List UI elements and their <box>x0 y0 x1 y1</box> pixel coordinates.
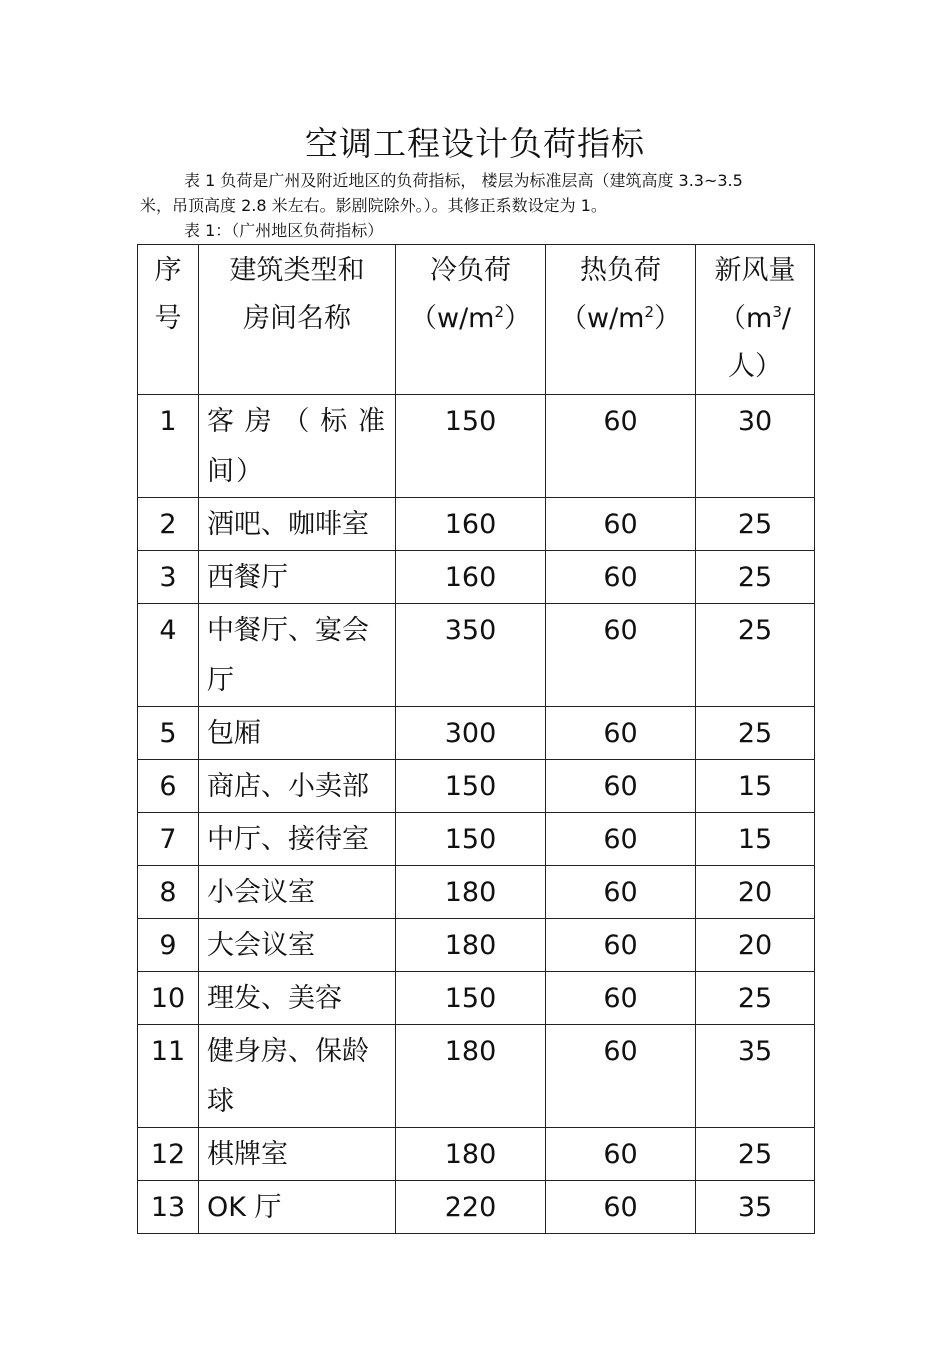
header-air-label: 新风量 <box>714 255 796 286</box>
intro-line-2: 米，吊顶高度 2.8 米左右。影剧院除外。）。其修正系数设定为 1。 <box>140 196 607 215</box>
row-no: 8 <box>159 877 177 908</box>
row-cool: 220 <box>444 1192 497 1223</box>
header-air-unit-end: /人） <box>728 303 791 382</box>
table-row <box>138 395 815 498</box>
row-heat: 60 <box>603 771 638 802</box>
row-air: 15 <box>737 824 773 855</box>
table-row <box>138 866 815 919</box>
table-row <box>138 1181 815 1234</box>
header-cool-unit <box>396 295 545 343</box>
row-cool: 160 <box>444 509 497 540</box>
row-name: 小会议室 <box>207 877 315 908</box>
row-no: 2 <box>159 509 177 540</box>
row-cool: 150 <box>444 983 497 1014</box>
load-index-table <box>137 244 815 1234</box>
row-cool: 180 <box>444 1036 497 1067</box>
row-name: OK 厅 <box>207 1192 282 1223</box>
row-cool: 180 <box>444 930 497 961</box>
row-name: 商店、小卖部 <box>207 771 369 802</box>
row-heat: 60 <box>603 1036 638 1067</box>
page-title: 空调工程设计负荷指标 <box>305 124 645 163</box>
row-air: 25 <box>737 1139 773 1170</box>
row-no: 11 <box>150 1036 186 1067</box>
row-air: 25 <box>737 615 773 646</box>
row-heat: 60 <box>603 562 638 593</box>
row-name: 中餐厅、宴会厅 <box>207 615 369 696</box>
row-cool: 150 <box>444 771 497 802</box>
row-air: 20 <box>737 877 773 908</box>
header-name: 建筑类型和房间名称 <box>229 255 365 334</box>
row-no: 6 <box>159 771 177 802</box>
row-no: 4 <box>159 615 177 646</box>
header-cool-label: 冷负荷 <box>430 255 511 286</box>
intro-line-1: 表 1 负荷是广州及附近地区的负荷指标， 楼层为标准层高（建筑高度 3.3~3.5 <box>184 171 743 190</box>
row-cool: 180 <box>444 877 497 908</box>
intro-paragraph <box>140 168 815 243</box>
row-heat: 60 <box>603 1139 638 1170</box>
row-name: 理发、美容 <box>207 983 342 1014</box>
row-name: 大会议室 <box>207 930 315 961</box>
cool-unit-end: ） <box>504 303 532 334</box>
row-name: 客房（标准间） <box>207 406 387 487</box>
header-air <box>696 245 814 391</box>
table-row <box>138 707 815 760</box>
header-heat-cell <box>546 245 696 395</box>
row-no: 13 <box>150 1192 186 1223</box>
table-row <box>138 1128 815 1181</box>
header-cool <box>396 245 545 343</box>
row-heat: 60 <box>603 509 638 540</box>
header-no-cell <box>138 245 199 395</box>
heat-unit-text: （w/m <box>559 303 645 334</box>
row-air: 25 <box>737 718 773 749</box>
header-heat-label: 热负荷 <box>580 255 661 286</box>
row-cool: 150 <box>444 406 497 437</box>
header-name-cell <box>199 245 396 395</box>
row-heat: 60 <box>603 824 638 855</box>
row-name: 包厢 <box>207 718 261 749</box>
cool-unit-sup: 2 <box>494 303 505 321</box>
row-air: 25 <box>737 983 773 1014</box>
header-air-unit: （m <box>719 303 773 334</box>
table-body <box>138 395 815 1234</box>
row-cool: 180 <box>444 1139 497 1170</box>
row-air: 25 <box>737 562 773 593</box>
row-name: 酒吧、咖啡室 <box>207 509 369 540</box>
table-row <box>138 813 815 866</box>
row-air: 35 <box>737 1192 773 1223</box>
row-name: 健身房、保龄球 <box>207 1036 369 1117</box>
table-header <box>138 245 815 395</box>
row-no: 12 <box>150 1139 186 1170</box>
table-caption: 表 1：（广州地区负荷指标） <box>184 221 384 240</box>
row-cool: 160 <box>444 562 497 593</box>
table-row <box>138 919 815 972</box>
row-heat: 60 <box>603 930 638 961</box>
row-air: 25 <box>737 509 773 540</box>
cool-unit-text: （w/m <box>409 303 495 334</box>
header-heat-unit <box>546 295 695 343</box>
row-heat: 60 <box>603 718 638 749</box>
row-air: 30 <box>737 406 773 437</box>
row-cool: 300 <box>444 718 497 749</box>
table-row <box>138 972 815 1025</box>
row-heat: 60 <box>603 406 638 437</box>
row-heat: 60 <box>603 615 638 646</box>
table-row <box>138 1025 815 1128</box>
row-no: 7 <box>159 824 177 855</box>
row-no: 9 <box>159 930 177 961</box>
heat-unit-sup: 2 <box>644 303 655 321</box>
row-no: 3 <box>159 562 177 593</box>
row-no: 1 <box>159 406 177 437</box>
header-cool-cell <box>396 245 546 395</box>
header-air-unit-sup: 3 <box>772 303 782 321</box>
heat-unit-end: ） <box>654 303 682 334</box>
row-heat: 60 <box>603 1192 638 1223</box>
table-row <box>138 551 815 604</box>
header-row <box>138 245 815 395</box>
row-air: 35 <box>737 1036 773 1067</box>
row-name: 西餐厅 <box>207 562 288 593</box>
row-cool: 350 <box>444 615 497 646</box>
header-heat <box>546 245 695 343</box>
row-name: 中厅、接待室 <box>207 824 369 855</box>
row-heat: 60 <box>603 877 638 908</box>
row-no: 5 <box>159 718 177 749</box>
row-air: 20 <box>737 930 773 961</box>
header-no: 序号 <box>154 255 182 334</box>
table-row <box>138 760 815 813</box>
row-heat: 60 <box>603 983 638 1014</box>
row-name: 棋牌室 <box>207 1139 288 1170</box>
table-row <box>138 604 815 707</box>
table-row <box>138 498 815 551</box>
header-air-cell <box>696 245 815 395</box>
row-air: 15 <box>737 771 773 802</box>
row-cool: 150 <box>444 824 497 855</box>
row-no: 10 <box>150 983 186 1014</box>
